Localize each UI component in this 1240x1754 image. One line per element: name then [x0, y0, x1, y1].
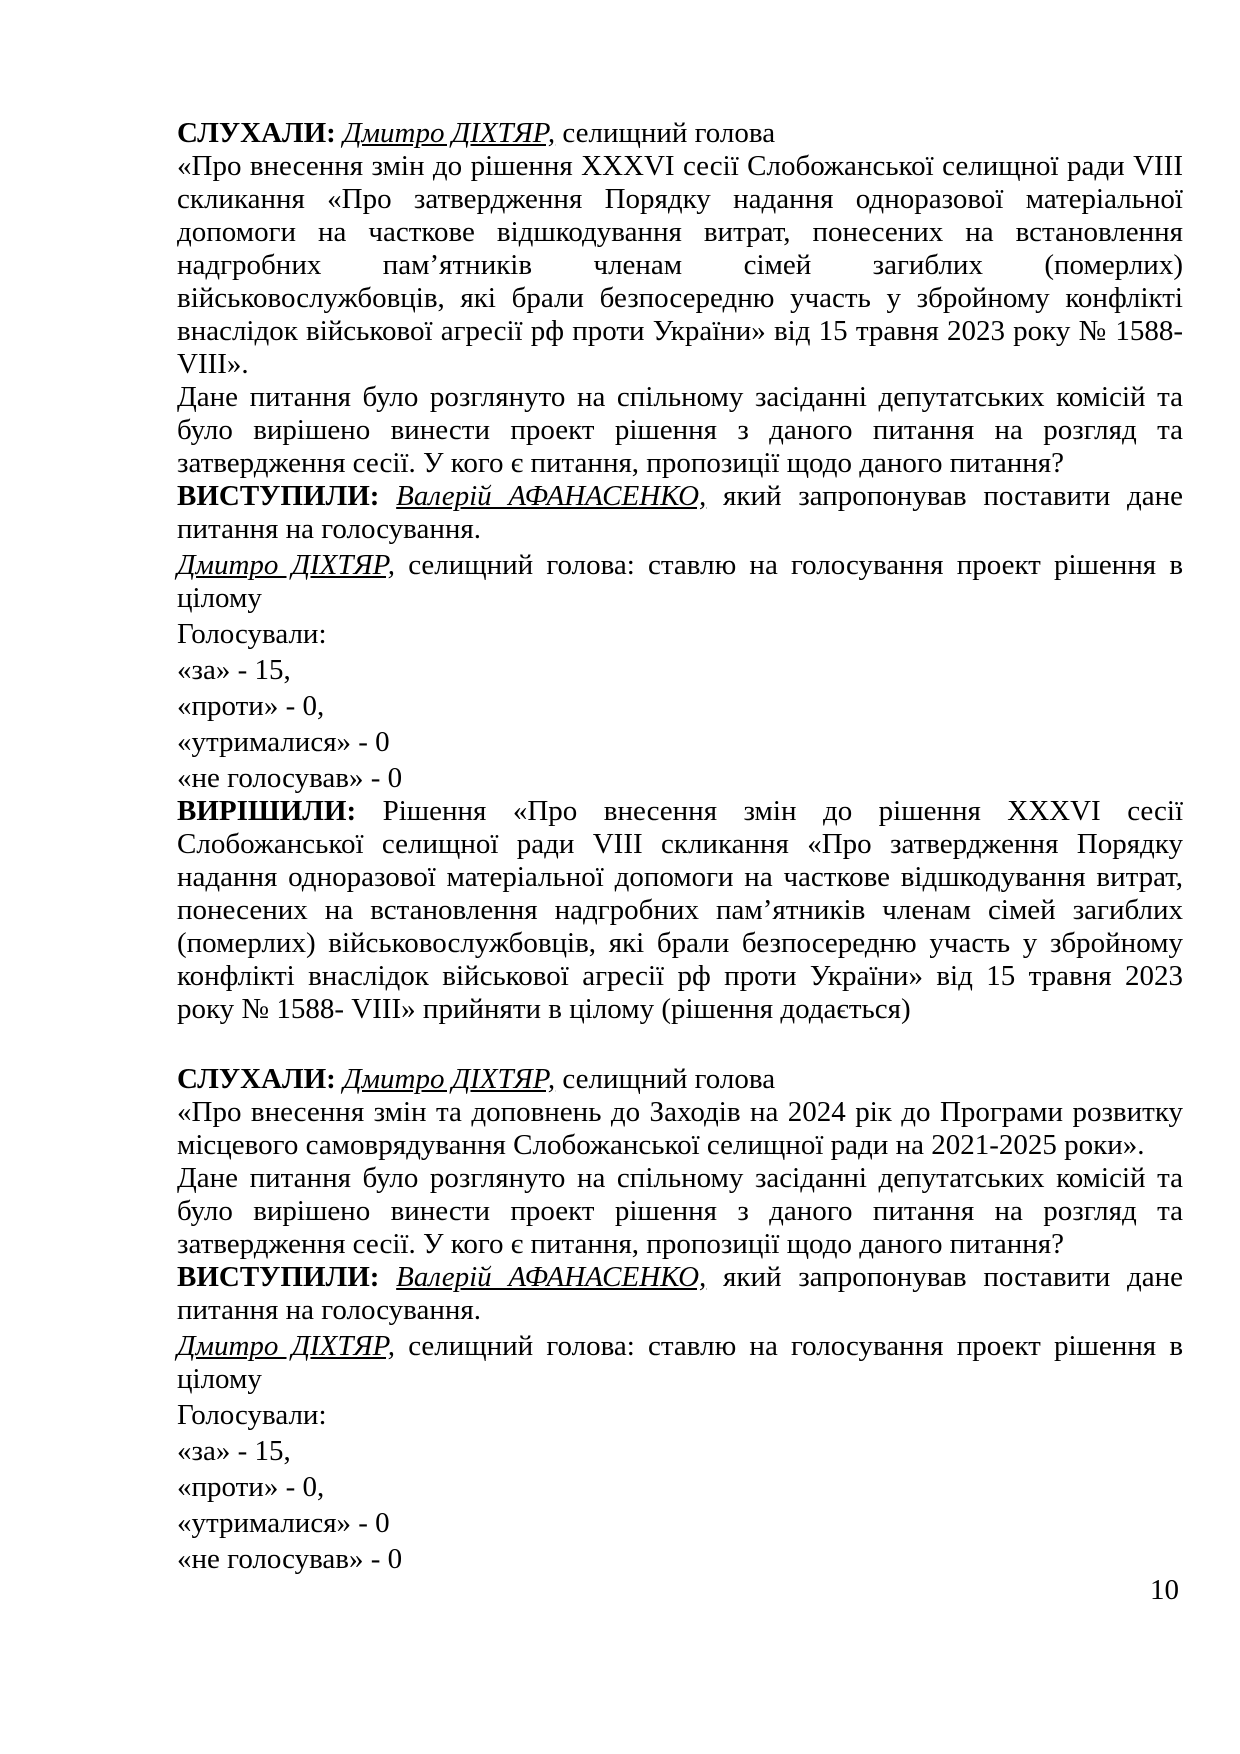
decided-line: надання одноразової матеріальної допомоги на часткове відшкодування витрат,	[177, 861, 1183, 893]
spoke-text: який запропонував поставити дане	[706, 1261, 1184, 1293]
chair-line	[177, 1330, 1183, 1363]
topic-line: внаслідок військової агресії рф проти України» від 15 травня 2023 року № 1588-	[177, 315, 1183, 347]
chair-speaker: Дмитро ДІХТЯР,	[177, 1330, 396, 1362]
topic-line: місцевого самоврядування Слобожанської селищної ради на 2021-2025 роки».	[177, 1129, 1145, 1161]
decided-line: року № 1588- VIII» прийняти в цілому (рішення додається)	[177, 993, 911, 1025]
vote-abstained: «утрималися» - 0	[177, 726, 390, 758]
decided-text: Рішення «Про внесення змін до рішення XXXVI сесії	[356, 795, 1183, 827]
topic-line: VIII».	[177, 348, 249, 380]
vote-for: «за» - 15,	[177, 1435, 291, 1467]
spoke-line: питання на голосування.	[177, 1294, 481, 1326]
chair-line: цілому	[177, 582, 262, 614]
chair-line	[177, 549, 1183, 582]
voted-label: Голосували:	[177, 1399, 327, 1431]
spoke-line: питання на голосування.	[177, 513, 481, 545]
discussion-line: затвердження сесії. У кого є питання, пропозиції щодо даного питання?	[177, 447, 1064, 479]
heard-label: СЛУХАЛИ:	[177, 1063, 336, 1095]
spoke-speaker: Валерій АФАНАСЕНКО,	[396, 480, 707, 512]
vote-abstained: «утрималися» - 0	[177, 1507, 390, 1539]
vote-not-voted: «не голосував» - 0	[177, 762, 403, 794]
heard-role: селищний голова	[555, 1063, 776, 1095]
topic-line: «Про внесення змін та доповнень до Заходів на 2024 рік до Програми розвитку	[177, 1096, 1183, 1128]
heard-label: СЛУХАЛИ:	[177, 117, 336, 149]
agenda-item-1	[177, 117, 1183, 1026]
spoke-line	[177, 480, 1183, 513]
page-number: 10	[1150, 1574, 1179, 1606]
topic-line: «Про внесення змін до рішення XXXVI сесії Слобожанської селищної ради VIII	[177, 150, 1183, 182]
spoke-label: ВИСТУПИЛИ:	[177, 1261, 380, 1293]
topic-line: надгробних пам’ятників членам сімей загиблих (померлих)	[177, 249, 1183, 281]
vote-for: «за» - 15,	[177, 654, 291, 686]
discussion-line: Дане питання було розглянуто на спільному засіданні депутатських комісій та	[177, 1162, 1183, 1194]
discussion-line: Дане питання було розглянуто на спільному засіданні депутатських комісій та	[177, 381, 1183, 413]
voted-label: Голосували:	[177, 618, 327, 650]
heard-speaker: Дмитро ДІХТЯР,	[343, 1063, 556, 1095]
decided-label: ВИРІШИЛИ:	[177, 795, 357, 827]
chair-text: селищний голова: ставлю на голосування проект рішення в	[395, 549, 1184, 581]
heard-line	[177, 117, 1183, 150]
chair-speaker: Дмитро ДІХТЯР,	[177, 549, 396, 581]
vote-against: «проти» - 0,	[177, 690, 325, 722]
discussion-line: було вирішено винести проект рішення з даного питання на розгляд та	[177, 414, 1183, 446]
topic-line: допомоги на часткове відшкодування витрат, понесених на встановлення	[177, 216, 1183, 248]
decided-line: Слобожанської селищної ради VIII скликання «Про затвердження Порядку	[177, 828, 1183, 860]
discussion-line: було вирішено винести проект рішення з даного питання на розгляд та	[177, 1195, 1183, 1227]
chair-line: цілому	[177, 1363, 262, 1395]
heard-role: селищний голова	[555, 117, 776, 149]
spoke-line	[177, 1261, 1183, 1294]
topic-line: військовослужбовців, які брали безпосередню участь у збройному конфлікті	[177, 282, 1183, 314]
decided-line: конфлікті внаслідок військової агресії рф проти України» від 15 травня 2023	[177, 960, 1183, 992]
decided-line: понесених на встановлення надгробних пам’ятників членам сімей загиблих	[177, 894, 1183, 926]
discussion-line: затвердження сесії. У кого є питання, пропозиції щодо даного питання?	[177, 1228, 1064, 1260]
topic-line: скликання «Про затвердження Порядку надання одноразової матеріальної	[177, 183, 1183, 215]
spoke-text: який запропонував поставити дане	[706, 480, 1184, 512]
decided-line	[177, 795, 1183, 828]
vote-not-voted: «не голосував» - 0	[177, 1543, 403, 1575]
agenda-item-2	[177, 1063, 1183, 1576]
heard-speaker: Дмитро ДІХТЯР,	[343, 117, 556, 149]
decided-line: (померлих) військовослужбовців, які брали безпосередню участь у збройному	[177, 927, 1183, 959]
heard-line	[177, 1063, 1183, 1096]
spoke-label: ВИСТУПИЛИ:	[177, 480, 380, 512]
vote-against: «проти» - 0,	[177, 1471, 325, 1503]
chair-text: селищний голова: ставлю на голосування проект рішення в	[395, 1330, 1184, 1362]
spoke-speaker: Валерій АФАНАСЕНКО,	[396, 1261, 707, 1293]
